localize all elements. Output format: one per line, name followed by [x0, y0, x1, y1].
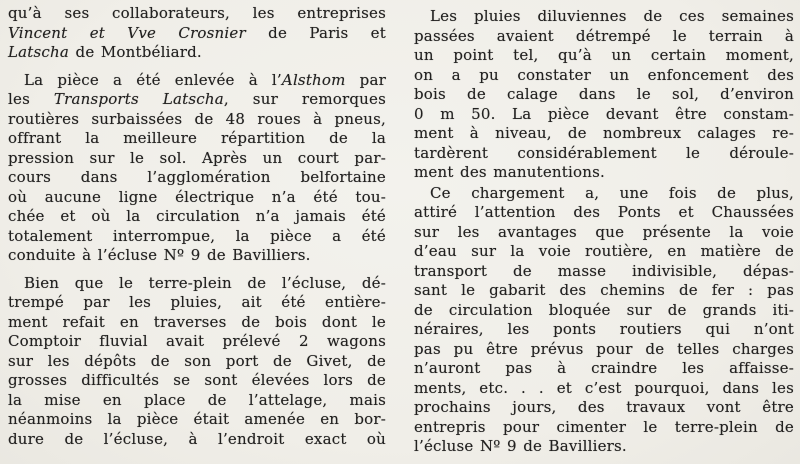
text-segment: Ce chargement a, une fois de plus, [430, 183, 794, 202]
text-segment: de Paris et [245, 23, 386, 42]
text-line [414, 242, 794, 262]
text-segment: l’écluse Nº 9 de Bavilliers. [414, 437, 627, 455]
text-line [414, 85, 794, 105]
text-segment: routières surbaissées de 48 roues à pneus, [8, 109, 386, 128]
text-line [8, 293, 386, 313]
text-line [8, 4, 386, 24]
text-line [414, 105, 794, 125]
text-line [8, 274, 386, 294]
text-segment: entrepris pour cimenter le terre-plein de [414, 417, 794, 436]
text-line [8, 129, 386, 149]
text-segment: la mise en place de l’attelage, mais [8, 390, 386, 409]
italic-segment: Latscha [8, 43, 70, 61]
text-line [414, 163, 794, 183]
text-line [8, 24, 386, 44]
paragraph [8, 4, 386, 63]
text-segment: de circulation bloquée sur de grands iti- [414, 300, 794, 319]
text-segment: néanmoins la pièce était amenée en bor- [8, 410, 386, 428]
text-line [414, 398, 794, 418]
paragraph [414, 7, 794, 183]
text-line [8, 332, 386, 352]
text-segment: d’eau sur la voie routière, en matière de [414, 242, 794, 260]
text-segment: par [345, 70, 386, 89]
text-segment: 0 m 50. La pièce devant être constam- [414, 104, 794, 123]
text-segment: ment à niveau, de nombreux calages re- [414, 124, 794, 142]
text-segment: , sur remorques [223, 90, 386, 108]
text-line [414, 437, 794, 457]
text-line [414, 46, 794, 66]
text-segment: sur les dépôts de son port de Givet, de [8, 351, 386, 370]
text-line [414, 184, 794, 204]
text-line [414, 124, 794, 144]
text-line [414, 262, 794, 282]
text-segment: totalement interrompue, la pièce a été [8, 226, 386, 245]
text-segment: de Montbéliard. [69, 43, 202, 61]
italic-segment: Transports Latscha [53, 90, 224, 108]
text-segment: les [8, 90, 54, 108]
text-segment: Bien que le terre-plein de l’écluse, dé- [24, 273, 386, 292]
text-line [8, 371, 386, 391]
text-line [414, 320, 794, 340]
text-segment: Comptoir fluvial avait prélevé 2 wagons [8, 332, 386, 350]
text-segment: dure de l’écluse, à l’endroit exact où [8, 429, 386, 448]
paragraph [8, 71, 386, 266]
text-line [414, 359, 794, 379]
text-line [8, 207, 386, 227]
text-line [8, 410, 386, 430]
text-segment: prochains jours, des travaux vont être [414, 398, 794, 416]
text-segment: grosses difficultés se sont élevées lors de [8, 371, 386, 389]
text-segment: pas pu être prévus pour de telles charges [414, 339, 794, 358]
text-line [414, 7, 794, 27]
text-segment: trempé par les pluies, ait été entière- [8, 293, 386, 311]
text-segment: Les pluies diluviennes de ces semaines [430, 7, 794, 25]
italic-segment: Alsthom [281, 70, 346, 89]
text-segment: n’auront pas à craindre les affaisse- [414, 359, 794, 377]
text-line [8, 71, 386, 91]
text-line [8, 246, 386, 266]
text-line [8, 90, 386, 110]
text-line [8, 149, 386, 169]
text-segment: on a pu constater un enfoncement des [414, 65, 794, 84]
text-segment: ments, etc. . . et c’est pourquoi, dans les [414, 378, 794, 397]
article-column-left [8, 0, 386, 464]
text-segment: sant le gabarit des chemins de fer : pas [414, 281, 794, 299]
text-segment: La pièce a été enlevée à l’ [24, 70, 282, 89]
text-segment: offrant la meilleure répartition de la [8, 129, 386, 147]
text-line [414, 27, 794, 47]
text-segment: ment des manutentions. [414, 163, 605, 181]
text-line [8, 168, 386, 188]
text-line [414, 203, 794, 223]
text-line [8, 110, 386, 130]
text-segment: sur les avantages que présente la voie [414, 222, 794, 241]
text-segment: cours dans l’agglomération belfortaine [8, 168, 386, 186]
text-line [8, 227, 386, 247]
paragraph [8, 274, 386, 450]
text-segment: un point tel, qu’à un certain moment, [414, 46, 794, 64]
text-line [414, 281, 794, 301]
text-line [8, 430, 386, 450]
text-line [8, 188, 386, 208]
text-segment: où aucune ligne électrique n’a été tou- [8, 187, 386, 206]
text-line [414, 379, 794, 399]
text-line [414, 418, 794, 438]
text-segment: tardèrent considérablement le déroule- [414, 143, 794, 162]
text-segment: pression sur le sol. Après un court par- [8, 148, 386, 167]
text-line [8, 391, 386, 411]
article-column-right [414, 0, 794, 464]
text-line [414, 301, 794, 321]
text-segment: qu’à ses collaborateurs, les entreprises [8, 4, 386, 22]
text-segment: transport de masse indivisible, dépas- [414, 261, 794, 280]
text-line [414, 340, 794, 360]
text-segment: néraires, les ponts routiers qui n’ont [414, 320, 794, 338]
text-segment: bois de calage dans le sol, d’environ [414, 85, 794, 103]
text-segment: passées avaient détrempé le terrain à [414, 26, 794, 45]
text-line [8, 313, 386, 333]
text-line [414, 223, 794, 243]
text-line [414, 144, 794, 164]
text-segment: conduite à l’écluse Nº 9 de Bavilliers. [8, 246, 311, 264]
text-line [414, 66, 794, 86]
italic-segment: Vincent et Vve Crosnier [8, 23, 246, 42]
text-segment: attiré l’attention des Ponts et Chaussées [414, 203, 794, 221]
text-line [8, 43, 386, 63]
text-line [8, 352, 386, 372]
text-segment: ment refait en traverses de bois dont le [8, 312, 386, 331]
text-segment: chée et où la circulation n’a jamais été [8, 207, 386, 225]
paragraph [414, 184, 794, 457]
